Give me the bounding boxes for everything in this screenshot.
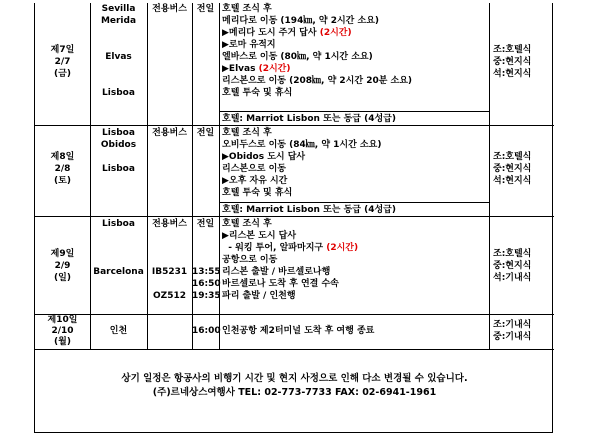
meal-dinner: 석:현지식 [493,176,532,186]
city: Barcelona [93,267,144,277]
meal-lunch: 중:기내식 [493,332,532,342]
schedule-line: 호텔 투숙 및 휴식 [222,88,293,98]
time-type: 전일 [196,4,215,14]
duration-note: (2시간) [326,243,359,253]
hotel-info: 호텔: Marriot Lisbon 또는 동급 (4성급) [222,205,396,215]
meal-lunch: 중:현지식 [493,57,532,67]
meal-breakfast: 조:호텔식 [493,45,532,55]
time-type: 전일 [196,128,215,138]
time: 13:55 [192,267,221,277]
schedule-line: 인천공항 제2터미널 도착 후 여행 종료 [222,326,375,336]
meal-breakfast: 조:호텔식 [493,152,532,162]
hotel-divider [219,111,489,112]
day-date: 2/7 [54,57,71,67]
schedule-line: ▶Obidos 도시 답사 [222,152,306,162]
flight-number: IB5231 [151,267,188,277]
day-label: 제10일 [47,315,78,325]
hotel-divider [219,202,489,203]
transport: 전용버스 [152,219,187,229]
row-divider [35,125,554,126]
schedule-line: 엘바스로 이동 (80㎞, 약 1시간 소요) [222,52,373,62]
footer-notice: 상기 일정은 항공사의 비행기 시간 및 현지 사정으로 인해 다소 변경될 수 있습니다. [121,373,468,384]
day-date: 2/10 [51,326,74,336]
schedule-line: ▶리스본 도시 답사 [222,231,297,241]
city: Obidos [100,140,137,150]
schedule-line: ▶오후 자유 시간 [222,176,288,186]
city: Lisboa [102,219,135,229]
transport: 전용버스 [152,4,187,14]
schedule-line: - 워킹 투어, 알파마지구 (2시간) [228,243,359,253]
schedule-line: 호텔 조식 후 [222,219,272,229]
meal-breakfast: 조:호텔식 [493,249,532,259]
schedule-line: ▶로마 유적지 [222,40,276,50]
schedule-line: ▶메리다 도시 주거 답사 (2시간) [222,28,352,38]
day-date: 2/9 [54,261,71,271]
col-divider [489,3,490,349]
schedule-line: 리스본 출발 / 바르셀로나행 [222,267,331,277]
duration-note: (2시간) [319,28,352,38]
day-label: 제8일 [50,152,75,162]
row-divider [35,216,554,217]
time: 19:35 [192,291,221,301]
day-label: 제7일 [50,45,75,55]
schedule-line: 리스본으로 이동 (208㎞, 약 2시간 20분 소요) [222,76,413,86]
schedule-line: 메리다로 이동 (194㎞, 약 2시간 소요) [222,16,379,26]
hotel-info: 호텔: Marriot Lisbon 또는 동급 (4성급) [222,114,396,124]
row-divider [35,314,554,315]
schedule-line: 호텔 조식 후 [222,128,272,138]
time: 16:50 [192,279,221,289]
city: 인천 [109,326,128,336]
transport: 전용버스 [152,128,187,138]
schedule-line: 파리 출발 / 인천행 [222,291,296,301]
city: Elvas [105,52,132,62]
city: Sevilla [101,4,136,14]
itinerary-sheet [34,3,553,433]
time-type: 전일 [196,219,215,229]
schedule-line: ▶Elvas (2시간) [222,64,291,74]
day-weekday: (토) [54,176,71,186]
time: 16:00 [192,326,221,336]
footer-contact: (주)르네상스여행사 TEL: 02-773-7733 FAX: 02-6941-1961 [152,387,437,398]
flight-number: OZ512 [153,291,186,301]
meal-lunch: 중:현지식 [493,164,532,174]
meal-lunch: 중:현지식 [493,261,532,271]
schedule-line: 오비두스로 이동 (84㎞, 약 1시간 소요) [222,140,382,150]
meal-dinner: 석:기내식 [493,273,532,283]
schedule-line: 호텔 조식 후 [222,4,272,14]
day-weekday: (월) [54,337,71,347]
day-weekday: (일) [54,273,71,283]
meal-breakfast: 조:기내식 [493,320,532,330]
schedule-line: 공항으로 이동 [222,255,278,265]
day-weekday: (금) [54,69,71,79]
city: Merida [100,16,137,26]
schedule-line: 리스본으로 이동 [222,164,286,174]
meal-dinner: 석:현지식 [493,69,532,79]
row-divider [35,349,554,350]
schedule-line: 호텔 투숙 및 휴식 [222,188,293,198]
city: Lisboa [102,88,135,98]
city: Lisboa [102,128,135,138]
city: Lisboa [102,164,135,174]
schedule-line: 바르셀로나 도착 후 연결 수속 [222,279,339,289]
day-label: 제9일 [50,249,75,259]
duration-note: (2시간) [258,64,291,74]
day-date: 2/8 [54,164,71,174]
